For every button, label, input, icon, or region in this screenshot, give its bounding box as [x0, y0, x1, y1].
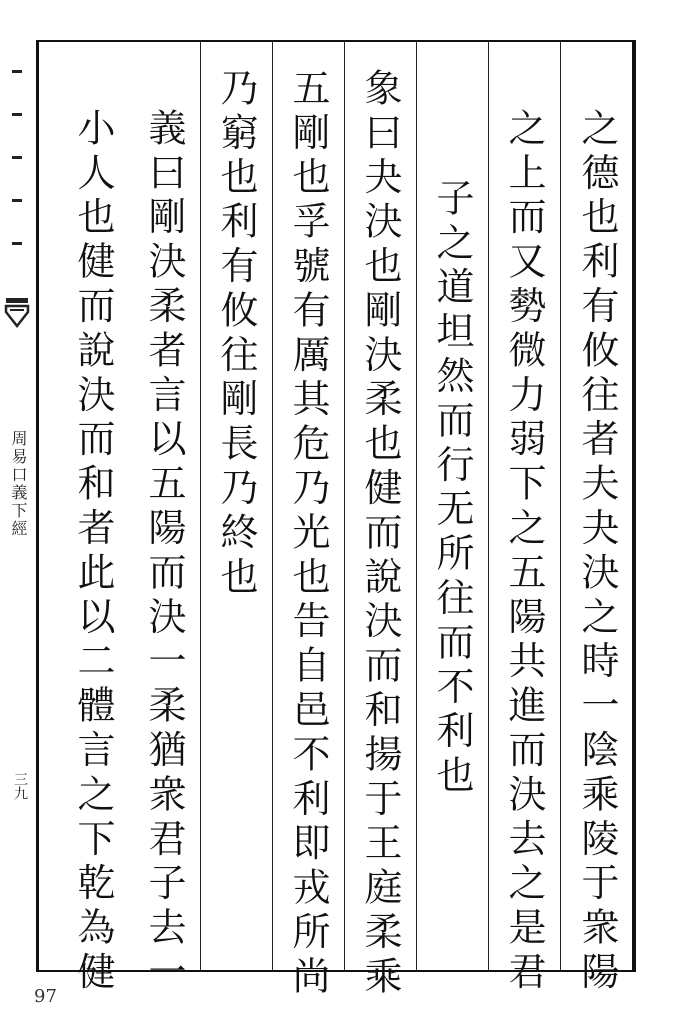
- column-text: 子之道坦然而行无所往而不利也: [430, 178, 474, 800]
- book-title: 周易口義下經: [9, 430, 28, 538]
- fish-tail-marks: [6, 70, 30, 300]
- column-text: 乃窮也利有攸往剛長乃終也: [214, 68, 258, 601]
- leaf-number: 三九: [12, 772, 28, 800]
- text-column: [417, 42, 489, 970]
- text-column: [345, 42, 417, 1001]
- column-text: 象曰夬決也剛決柔也健而說決而和揚于王庭柔乘: [358, 68, 402, 1001]
- column-text: 義曰剛決柔者言以五陽而決一柔猶衆君子去一: [142, 108, 186, 996]
- column-text: 五剛也孚號有厲其危乃光也告自邑不利即戎所尚: [286, 68, 330, 1001]
- text-column: [489, 42, 561, 996]
- text-column: [201, 42, 273, 970]
- text-column: [129, 42, 201, 996]
- text-column: [57, 42, 129, 996]
- text-column: [561, 42, 633, 996]
- fish-tail-icon: [2, 296, 32, 336]
- text-column: [273, 42, 345, 1001]
- column-text: 之上而又勢微力弱下之五陽共進而決去之是君: [502, 108, 546, 996]
- page-margin: [0, 0, 34, 1024]
- column-text: 之德也利有攸往者夫夬決之時一陰乘陵于衆陽: [575, 108, 619, 996]
- page-corner-number: 97: [34, 986, 57, 1007]
- column-text: 小人也健而說決而和者此以二體言之下乾為健: [71, 108, 115, 996]
